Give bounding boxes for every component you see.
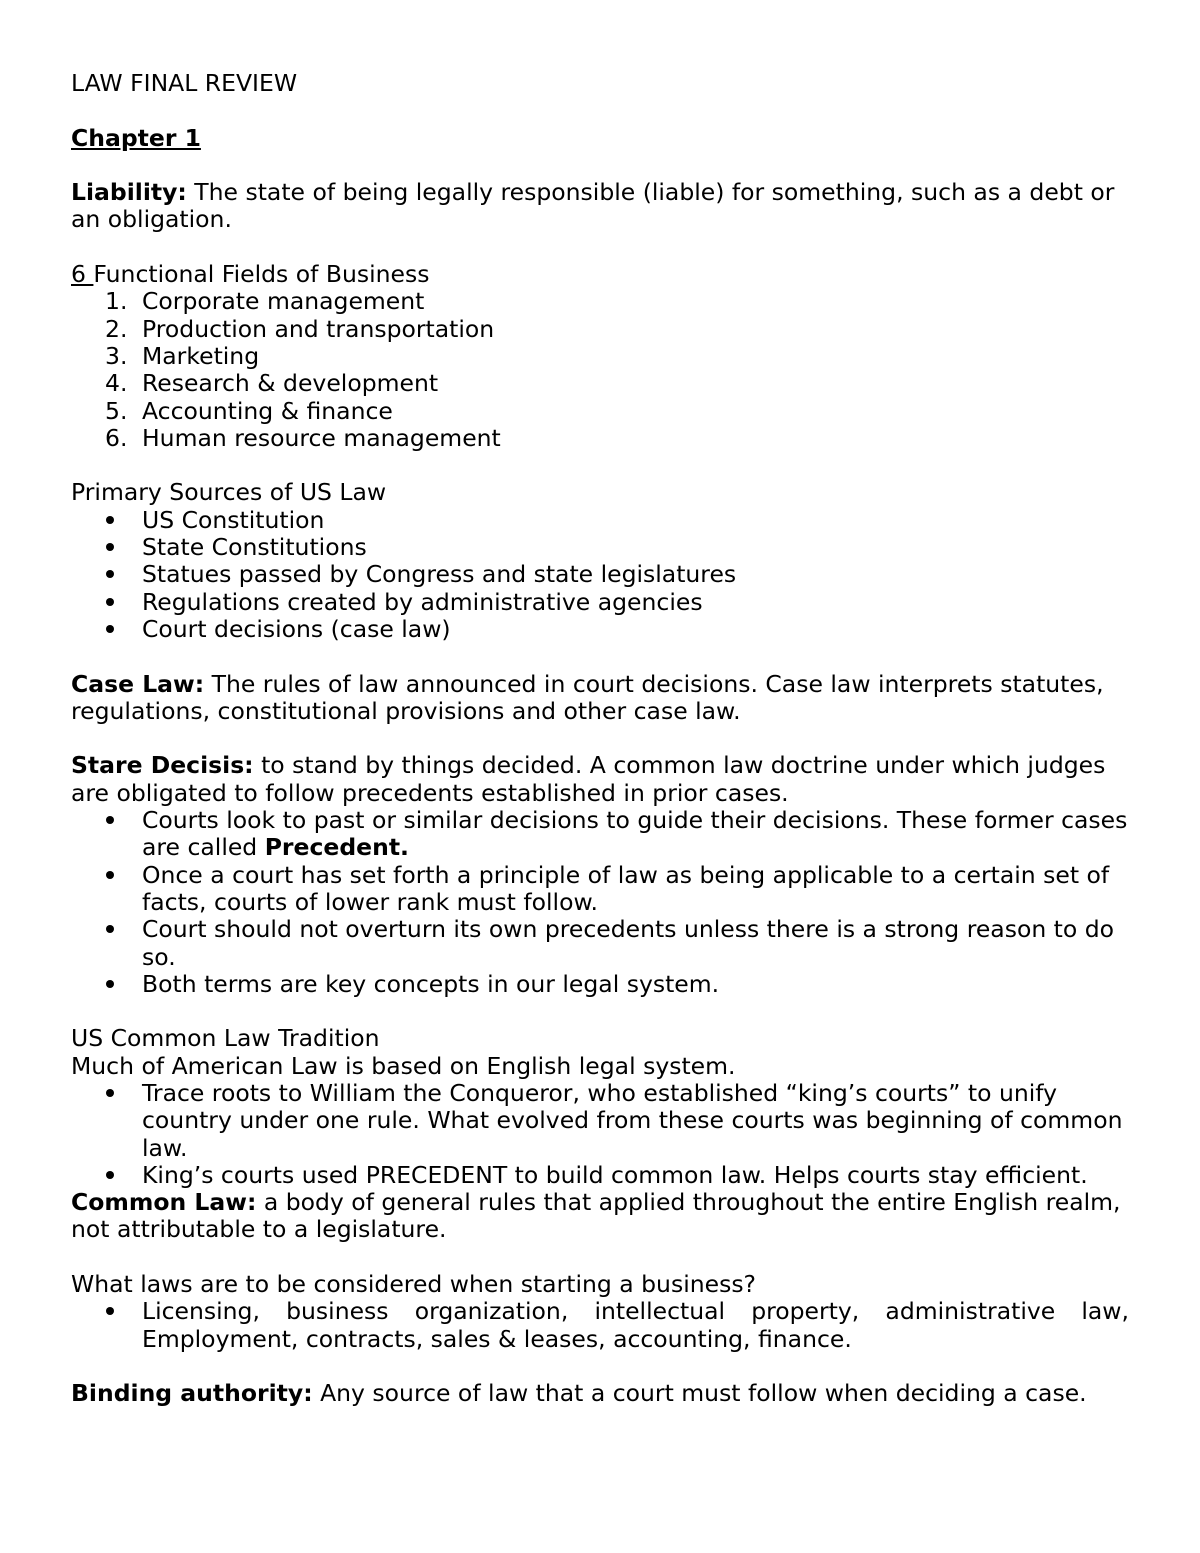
list-item-text: Licensing, business organization, intellectual property, administrative law, Employment, contracts, sales & leases, accounting, finance. xyxy=(142,1297,1129,1353)
document-page xyxy=(71,70,1129,1408)
list-item-text: Production and transportation xyxy=(142,314,495,343)
bullet-icon xyxy=(106,916,140,943)
stare-decisis-definition xyxy=(71,752,1129,807)
liability-text: The state of being legally responsible (liable) for something, such as a debt or an obligation. xyxy=(71,178,1115,234)
common-law-tradition-heading: US Common Law Tradition xyxy=(71,1024,380,1053)
bullet-icon xyxy=(106,1162,140,1189)
list-number: 3. xyxy=(105,341,128,370)
bullet-icon xyxy=(106,1080,140,1107)
fields-list xyxy=(71,288,1129,452)
chapter-heading: Chapter 1 xyxy=(71,123,201,152)
list-item-text: Both terms are key concepts in our legal system. xyxy=(142,969,720,998)
list-item-text: Statues passed by Congress and state legislatures xyxy=(142,560,737,589)
case-law-term: Case Law: xyxy=(71,669,205,698)
common-law-tradition-list xyxy=(71,1080,1129,1189)
bullet-icon xyxy=(106,1298,140,1325)
case-law-definition xyxy=(71,671,1129,726)
list-item xyxy=(71,916,1129,971)
list-item-text: Trace roots to William the Conqueror, who established “king’s courts” to unify country under one rule. What evolved from these courts was beginning of common law. xyxy=(142,1078,1123,1162)
list-item-text: Research & development xyxy=(142,369,439,398)
list-item-text: Courts look to past or similar decisions to guide their decisions. These former cases are called xyxy=(142,806,1128,862)
list-item xyxy=(71,807,1129,862)
list-item xyxy=(71,862,1129,917)
bullet-icon xyxy=(106,971,140,998)
binding-authority-term: Binding authority: xyxy=(71,1379,313,1408)
list-item xyxy=(71,1298,1129,1353)
fields-heading xyxy=(71,261,1129,288)
list-item-text: US Constitution xyxy=(142,505,325,534)
stare-decisis-term: Stare Decisis: xyxy=(71,751,254,780)
common-law-text: a body of general rules that applied throughout the entire English realm, not attributable to a legislature. xyxy=(71,1188,1121,1244)
starting-business-list xyxy=(71,1298,1129,1353)
bullet-icon xyxy=(106,589,140,616)
list-item xyxy=(71,1080,1129,1162)
list-number: 6. xyxy=(105,423,128,452)
list-item-text: Marketing xyxy=(142,341,260,370)
list-number: 4. xyxy=(105,369,128,398)
list-item-text: Court decisions (case law) xyxy=(142,614,451,643)
bullet-icon xyxy=(106,862,140,889)
list-item-text: State Constitutions xyxy=(142,533,367,562)
list-item xyxy=(71,589,1129,616)
common-law-definition xyxy=(71,1189,1129,1244)
binding-authority-text: Any source of law that a court must follow when deciding a case. xyxy=(312,1379,1087,1408)
list-item-text: King’s courts used PRECEDENT to build common law. Helps courts stay efficient. xyxy=(142,1160,1088,1189)
stare-decisis-text: to stand by things decided. A common law doctrine under which judges are obligated to follow precedents established in prior cases. xyxy=(71,751,1106,807)
list-item xyxy=(71,370,1129,397)
list-number: 1. xyxy=(105,287,128,316)
list-item xyxy=(71,288,1129,315)
list-item-text: Human resource management xyxy=(142,423,501,452)
fields-heading-number: 6 xyxy=(71,260,94,289)
primary-sources-heading: Primary Sources of US Law xyxy=(71,478,387,507)
list-item xyxy=(71,425,1129,452)
primary-sources-list xyxy=(71,507,1129,643)
fields-heading-text: Functional Fields of Business xyxy=(93,260,430,289)
list-item xyxy=(71,1162,1129,1189)
bullet-icon xyxy=(106,616,140,643)
starting-business-question: What laws are to be considered when starting a business? xyxy=(71,1270,757,1299)
bullet-icon xyxy=(106,561,140,588)
case-law-text: The rules of law announced in court decisions. Case law interprets statutes, regulations, constitutional provisions and other case law. xyxy=(71,669,1104,725)
precedent-term: Precedent. xyxy=(264,833,409,862)
binding-authority-definition xyxy=(71,1380,1129,1407)
list-item xyxy=(71,616,1129,643)
list-item-text: Regulations created by administrative agencies xyxy=(142,587,703,616)
list-item-text: Once a court has set forth a principle of law as being applicable to a certain set of facts, courts of lower rank must follow. xyxy=(142,860,1110,916)
liability-definition xyxy=(71,179,1129,234)
liability-term: Liability: xyxy=(71,178,187,207)
list-item xyxy=(71,561,1129,588)
list-item xyxy=(71,343,1129,370)
list-item-text: Corporate management xyxy=(142,287,425,316)
list-number: 5. xyxy=(105,396,128,425)
bullet-icon xyxy=(106,534,140,561)
document-title: LAW FINAL REVIEW xyxy=(71,69,298,97)
list-number: 2. xyxy=(105,314,128,343)
common-law-tradition-intro: Much of American Law is based on English legal system. xyxy=(71,1051,736,1080)
bullet-icon xyxy=(106,807,140,834)
list-item xyxy=(71,534,1129,561)
stare-decisis-list xyxy=(71,807,1129,998)
list-item-text: Accounting & finance xyxy=(142,396,393,425)
bullet-icon xyxy=(106,507,140,534)
list-item xyxy=(71,971,1129,998)
list-item-text: Court should not overturn its own precedents unless there is a strong reason to do so. xyxy=(142,915,1115,971)
common-law-term: Common Law: xyxy=(71,1188,257,1217)
list-item xyxy=(71,316,1129,343)
list-item xyxy=(71,507,1129,534)
list-item xyxy=(71,398,1129,425)
